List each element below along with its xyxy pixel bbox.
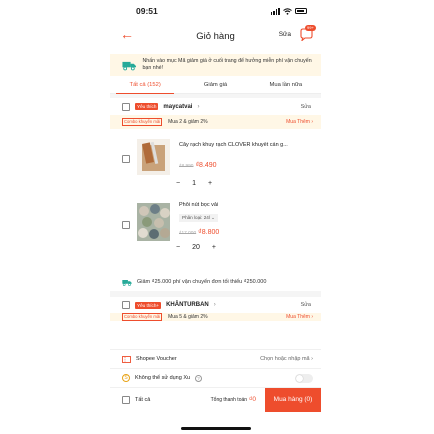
total-payment <box>211 396 260 403</box>
combo-tag: Combo khuyến mãi <box>124 119 161 125</box>
status-bar <box>110 0 321 22</box>
quantity-value[interactable]: 1 <box>192 180 196 187</box>
shop-edit-button[interactable]: Sửa <box>300 103 311 110</box>
shop-header <box>110 297 321 313</box>
item-name[interactable]: Cây rạch khuy rạch CLOVER khuyết cán g... <box>179 142 288 148</box>
shop-name[interactable]: KHÂNTURBAN <box>166 302 209 308</box>
coin-label: Không thể sử dụng Xu <box>135 375 191 381</box>
original-price: ₫8.990 <box>179 164 194 169</box>
checkout-button[interactable]: Mua hàng (0) <box>265 388 321 412</box>
combo-text: Mua 5 & giảm 2% <box>168 314 208 320</box>
chevron-right-icon: › <box>213 302 216 308</box>
cart-item <box>110 129 321 199</box>
shop-checkbox[interactable] <box>122 301 130 309</box>
decrease-button[interactable]: − <box>176 244 181 251</box>
home-indicator <box>181 427 251 430</box>
page-title: Giỏ hàng <box>196 30 235 42</box>
variant-select[interactable]: Phân loại: 24l ⌄ <box>179 214 218 222</box>
total-label: Tổng thanh toán <box>210 396 248 403</box>
sale-price: ₫8.800 <box>198 229 220 236</box>
item-checkbox[interactable] <box>122 221 130 229</box>
cart-footer <box>110 349 321 411</box>
status-time: 09:51 <box>136 6 158 16</box>
checkout-bar <box>110 387 321 411</box>
cart-screen <box>110 0 321 434</box>
buy-more-link[interactable]: Mua Thêm › <box>286 314 313 320</box>
voucher-label: Shopee Voucher <box>136 356 177 362</box>
shop-edit-button[interactable]: Sửa <box>300 302 311 308</box>
shop-checkbox[interactable] <box>122 103 130 111</box>
cart-item <box>110 199 321 273</box>
coin-icon: S <box>122 374 130 382</box>
status-icons <box>271 8 307 15</box>
shop-header <box>110 98 321 115</box>
edit-cart-button[interactable]: Sửa <box>278 31 291 38</box>
select-all-checkbox[interactable] <box>122 396 130 404</box>
original-price: ₫17.000 <box>179 231 197 236</box>
coin-row <box>110 368 321 387</box>
tab-buy-again[interactable]: Mua lần nữa <box>269 81 303 88</box>
signal-icon <box>271 8 280 15</box>
select-all-label[interactable]: Tất cả <box>135 396 151 403</box>
chat-button[interactable] <box>299 25 314 41</box>
quantity-stepper <box>176 180 212 187</box>
sale-price: ₫8.490 <box>195 162 217 169</box>
decrease-button[interactable]: − <box>176 180 181 187</box>
chat-badge: 99+ <box>307 25 314 30</box>
voucher-action[interactable]: Chọn hoặc nhập mã › <box>260 356 313 362</box>
increase-button[interactable]: + <box>211 244 216 251</box>
truck-icon <box>122 279 132 286</box>
item-prices <box>179 162 217 169</box>
item-prices <box>179 229 219 236</box>
shipping-discount-row[interactable] <box>110 273 321 291</box>
combo-tag: Combo khuyến mãi <box>124 314 161 320</box>
item-name[interactable]: Phôi nút bọc vải <box>179 202 219 208</box>
product-thumbnail[interactable] <box>137 139 170 175</box>
total-value: ₫0 <box>249 396 256 403</box>
item-checkbox[interactable] <box>122 155 130 163</box>
truck-icon <box>122 60 136 71</box>
voucher-row[interactable] <box>110 349 321 368</box>
buy-more-link[interactable]: Mua Thêm › <box>286 119 313 125</box>
chevron-right-icon: › <box>197 103 200 110</box>
product-thumbnail[interactable] <box>137 203 170 241</box>
quantity-stepper <box>176 244 216 251</box>
battery-icon <box>295 8 307 14</box>
coin-toggle[interactable] <box>295 374 313 383</box>
tab-discount[interactable]: Giảm giá <box>203 81 228 88</box>
shipping-discount-text: Giảm ₫25.000 phí vận chuyển đơn tối thiểu ₫250.000 <box>137 279 267 285</box>
cart-header <box>110 22 321 50</box>
free-shipping-notice[interactable] <box>110 54 321 76</box>
combo-text: Mua 2 & giảm 2% <box>168 119 208 125</box>
favorite-badge: Yêu thích <box>137 104 157 109</box>
voucher-icon <box>122 356 131 363</box>
increase-button[interactable]: + <box>208 180 213 187</box>
wifi-icon <box>283 8 292 15</box>
cart-tabs <box>110 76 321 94</box>
quantity-value[interactable]: 20 <box>192 244 200 251</box>
notice-text: Nhấn vào mục Mã giảm giá ở cuối trang để hưởng miễn phí vận chuyển bạn nhé! <box>142 57 312 71</box>
combo-promo-bar[interactable] <box>110 313 321 321</box>
tab-all[interactable]: Tất cả (152) <box>110 76 180 93</box>
info-icon[interactable]: ? <box>195 375 202 382</box>
combo-promo-bar[interactable] <box>110 115 321 129</box>
shop-name[interactable]: maycatvai <box>163 103 193 110</box>
favorite-badge: Yêu thích+ <box>137 302 160 308</box>
back-arrow-icon[interactable]: ← <box>120 26 134 42</box>
